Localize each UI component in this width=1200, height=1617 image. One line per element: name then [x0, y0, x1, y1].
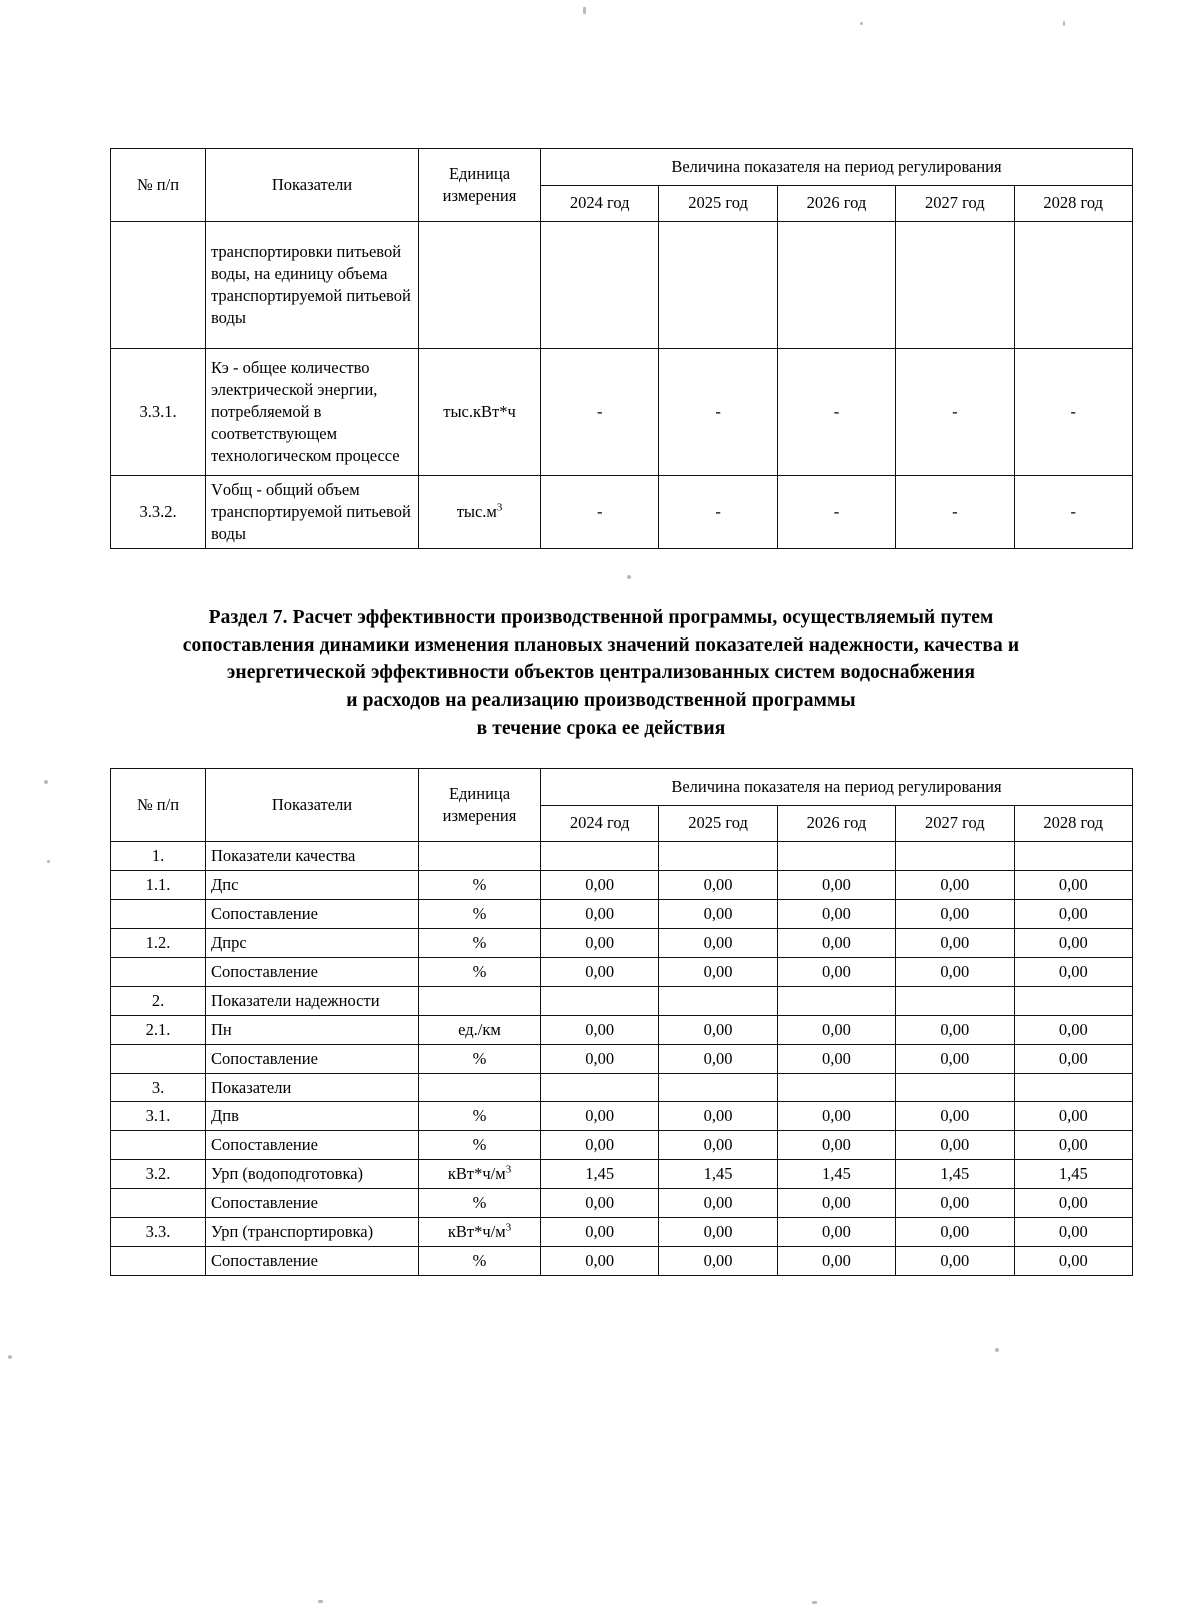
cell-unit-text: кВт*ч/м [447, 1222, 506, 1242]
cell-indicator: Дпв [206, 1102, 419, 1131]
cell-value-2027: 0,00 [896, 957, 1014, 986]
cell-unit-exponent: 3 [505, 1163, 512, 1176]
cell-unit-text: тыс.м [456, 501, 497, 521]
cell-value-2025: - [659, 476, 777, 549]
cell-unit: % [419, 899, 541, 928]
cell-number: 1. [111, 842, 206, 871]
scan-speckle [812, 1601, 817, 1604]
cell-unit: % [419, 1131, 541, 1160]
cell-number [111, 222, 206, 349]
scan-speckle [860, 22, 863, 25]
cell-value-2025: 0,00 [659, 1131, 777, 1160]
cell-value-2024: 0,00 [541, 1218, 659, 1247]
cell-number: 3.3.2. [111, 476, 206, 549]
cell-indicator: Vобщ - общий объем транспортируемой питьевой воды [206, 476, 419, 549]
cell-indicator: Показатели [206, 1073, 419, 1102]
cell-value-2025: 0,00 [659, 1102, 777, 1131]
cell-value-2024: 0,00 [541, 1247, 659, 1276]
cell-indicator: Сопоставление [206, 1189, 419, 1218]
cell-value-2024 [541, 842, 659, 871]
cell-value-2027 [896, 986, 1014, 1015]
table-row [111, 1102, 1133, 1131]
cell-value-2024: - [541, 349, 659, 476]
col-header-period-group: Величина показателя на период регулирования [541, 149, 1133, 186]
cell-value-2026: 0,00 [777, 1044, 895, 1073]
table-header [111, 149, 1133, 222]
cell-unit [419, 476, 541, 549]
cell-number [111, 1131, 206, 1160]
col-header-indicator: Показатели [206, 769, 419, 842]
cell-unit: тыс.кВт*ч [419, 349, 541, 476]
cell-value-2025: 0,00 [659, 1044, 777, 1073]
section-heading-line-2: сопоставления динамики изменения плановых значений показателей надежности, качества и [182, 634, 1020, 656]
cell-value-2024: 1,45 [541, 1160, 659, 1189]
col-header-unit-line2: измерения [442, 806, 517, 825]
cell-indicator: Дпс [206, 870, 419, 899]
cell-value-2028: - [1014, 349, 1132, 476]
scan-speckle [583, 7, 586, 14]
cell-value-2026: 0,00 [777, 1247, 895, 1276]
section-heading-line-4: и расходов на реализацию производственной программы [346, 690, 856, 712]
cell-value-2025: 0,00 [659, 1015, 777, 1044]
col-header-year-2024: 2024 год [541, 805, 659, 842]
col-header-year-2025: 2025 год [659, 805, 777, 842]
col-header-year-2025: 2025 год [659, 185, 777, 222]
cell-unit-exponent: 3 [496, 501, 503, 514]
col-header-year-2028: 2028 год [1014, 805, 1132, 842]
col-header-unit-line1: Единица [448, 784, 511, 804]
cell-value-2025 [659, 986, 777, 1015]
cell-value-2026: 1,45 [777, 1160, 895, 1189]
cell-value-2028 [1014, 842, 1132, 871]
cell-value-2027: 0,00 [896, 1247, 1014, 1276]
table-header [111, 769, 1133, 842]
cell-indicator: Кэ - общее количество электрической энергии, потребляемой в соответствующем технологическом процессе [206, 349, 419, 476]
cell-indicator: Урп (транспортировка) [206, 1218, 419, 1247]
cell-value-2027: 0,00 [896, 899, 1014, 928]
cell-value-2027 [896, 222, 1014, 349]
cell-value-2024: 0,00 [541, 1131, 659, 1160]
cell-value-2028: 0,00 [1014, 1247, 1132, 1276]
col-header-unit [419, 769, 541, 842]
cell-value-2027: 0,00 [896, 1015, 1014, 1044]
cell-unit [419, 986, 541, 1015]
cell-value-2025: 1,45 [659, 1160, 777, 1189]
cell-unit: % [419, 957, 541, 986]
cell-value-2024 [541, 222, 659, 349]
col-header-year-2027: 2027 год [896, 185, 1014, 222]
cell-value-2028: 0,00 [1014, 1102, 1132, 1131]
col-header-unit [419, 149, 541, 222]
cell-value-2026: 0,00 [777, 1218, 895, 1247]
cell-value-2024: 0,00 [541, 870, 659, 899]
cell-unit [419, 1073, 541, 1102]
cell-value-2024: 0,00 [541, 1015, 659, 1044]
cell-number: 3.1. [111, 1102, 206, 1131]
cell-value-2024 [541, 986, 659, 1015]
cell-value-2024: 0,00 [541, 899, 659, 928]
cell-indicator: Сопоставление [206, 899, 419, 928]
table-row [111, 1189, 1133, 1218]
table-row [111, 1015, 1133, 1044]
cell-number [111, 899, 206, 928]
col-header-year-2027: 2027 год [896, 805, 1014, 842]
cell-value-2027: 1,45 [896, 1160, 1014, 1189]
table-header-row-main [111, 769, 1133, 806]
cell-number: 3.3.1. [111, 349, 206, 476]
cell-value-2028: 0,00 [1014, 1131, 1132, 1160]
cell-number [111, 1189, 206, 1218]
table-row [111, 1160, 1133, 1189]
table-row [111, 476, 1133, 549]
cell-value-2024: 0,00 [541, 1044, 659, 1073]
section-heading-line-1: Раздел 7. Расчет эффективности производственной программы, осуществляемый путем [208, 607, 994, 628]
cell-unit-text: кВт*ч/м [447, 1164, 506, 1184]
cell-value-2024: 0,00 [541, 1189, 659, 1218]
cell-number: 1.2. [111, 928, 206, 957]
cell-number: 3. [111, 1073, 206, 1102]
cell-value-2027: - [896, 476, 1014, 549]
table-row [111, 1218, 1133, 1247]
col-header-indicator: Показатели [206, 149, 419, 222]
cell-value-2028: - [1014, 476, 1132, 549]
cell-value-2026 [777, 842, 895, 871]
table-row [111, 222, 1133, 349]
cell-unit-exponent: 3 [505, 1221, 512, 1234]
col-header-number: № п/п [111, 149, 206, 222]
cell-value-2024: 0,00 [541, 928, 659, 957]
table-row [111, 842, 1133, 871]
col-header-year-2024: 2024 год [541, 185, 659, 222]
cell-value-2028: 0,00 [1014, 899, 1132, 928]
cell-value-2026: - [777, 476, 895, 549]
col-header-year-2028: 2028 год [1014, 185, 1132, 222]
cell-value-2027: 0,00 [896, 1131, 1014, 1160]
cell-value-2027: 0,00 [896, 1102, 1014, 1131]
cell-indicator: Сопоставление [206, 1044, 419, 1073]
cell-number: 1.1. [111, 870, 206, 899]
cell-indicator: Показатели качества [206, 842, 419, 871]
col-header-number: № п/п [111, 769, 206, 842]
cell-value-2024: 0,00 [541, 957, 659, 986]
table-row [111, 1247, 1133, 1276]
cell-indicator: Дпрс [206, 928, 419, 957]
cell-unit: % [419, 1247, 541, 1276]
cell-indicator: Показатели надежности [206, 986, 419, 1015]
cell-number: 3.2. [111, 1160, 206, 1189]
cell-value-2024: 0,00 [541, 1102, 659, 1131]
scan-speckle [995, 1348, 999, 1352]
cell-value-2025 [659, 1073, 777, 1102]
cell-value-2027 [896, 1073, 1014, 1102]
table-row [111, 899, 1133, 928]
cell-number: 3.3. [111, 1218, 206, 1247]
cell-number [111, 1044, 206, 1073]
cell-value-2025: 0,00 [659, 1189, 777, 1218]
cell-unit [419, 1160, 541, 1189]
cell-value-2025 [659, 842, 777, 871]
section-heading [118, 604, 1084, 742]
cell-unit [419, 1218, 541, 1247]
cell-value-2027: 0,00 [896, 1189, 1014, 1218]
cell-value-2026 [777, 222, 895, 349]
cell-value-2027: 0,00 [896, 1218, 1014, 1247]
cell-value-2028 [1014, 986, 1132, 1015]
cell-indicator: Урп (водоподготовка) [206, 1160, 419, 1189]
cell-value-2025: 0,00 [659, 1218, 777, 1247]
cell-value-2025: 0,00 [659, 928, 777, 957]
efficiency-calculation-table [110, 768, 1133, 1276]
table-row [111, 349, 1133, 476]
table-row [111, 928, 1133, 957]
cell-value-2024 [541, 1073, 659, 1102]
cell-value-2025: 0,00 [659, 899, 777, 928]
cell-number [111, 1247, 206, 1276]
cell-value-2026: 0,00 [777, 928, 895, 957]
cell-number: 2. [111, 986, 206, 1015]
cell-unit: % [419, 870, 541, 899]
cell-value-2026: 0,00 [777, 1189, 895, 1218]
cell-unit: % [419, 1044, 541, 1073]
cell-indicator: Сопоставление [206, 1247, 419, 1276]
cell-number: 2.1. [111, 1015, 206, 1044]
table-header-row-main [111, 149, 1133, 186]
section-heading-line-5: в течение срока ее действия [476, 717, 726, 739]
scan-speckle [318, 1600, 323, 1603]
scan-speckle [47, 860, 50, 863]
cell-value-2026: 0,00 [777, 1131, 895, 1160]
cell-value-2028: 0,00 [1014, 1189, 1132, 1218]
cell-value-2026: 0,00 [777, 1102, 895, 1131]
cell-value-2027 [896, 842, 1014, 871]
col-header-year-2026: 2026 год [777, 185, 895, 222]
col-header-year-2026: 2026 год [777, 805, 895, 842]
cell-value-2026: 0,00 [777, 957, 895, 986]
cell-value-2028: 0,00 [1014, 1015, 1132, 1044]
table-body [111, 222, 1133, 549]
cell-indicator: Пн [206, 1015, 419, 1044]
cell-value-2028: 0,00 [1014, 928, 1132, 957]
cell-value-2024: - [541, 476, 659, 549]
cell-value-2028 [1014, 222, 1132, 349]
cell-value-2025 [659, 222, 777, 349]
table-row [111, 986, 1133, 1015]
cell-value-2026: 0,00 [777, 870, 895, 899]
cell-value-2026: - [777, 349, 895, 476]
col-header-unit-line1: Единица [448, 164, 511, 184]
table-row [111, 870, 1133, 899]
cell-unit: % [419, 1102, 541, 1131]
cell-unit: % [419, 928, 541, 957]
table-row [111, 1131, 1133, 1160]
cell-value-2028: 0,00 [1014, 1044, 1132, 1073]
col-header-period-group: Величина показателя на период регулирования [541, 769, 1133, 806]
cell-value-2025: 0,00 [659, 870, 777, 899]
cell-value-2026: 0,00 [777, 899, 895, 928]
cell-unit [419, 222, 541, 349]
cell-value-2026 [777, 986, 895, 1015]
cell-number [111, 957, 206, 986]
cell-value-2026: 0,00 [777, 1015, 895, 1044]
cell-indicator: транспортировки питьевой воды, на единицу объема транспортируемой питьевой воды [206, 222, 419, 349]
table-row [111, 1044, 1133, 1073]
cell-value-2027: - [896, 349, 1014, 476]
scan-speckle [627, 575, 631, 579]
cell-value-2028 [1014, 1073, 1132, 1102]
scan-speckle [1063, 21, 1065, 26]
cell-value-2028: 0,00 [1014, 1218, 1132, 1247]
cell-value-2028: 0,00 [1014, 870, 1132, 899]
section-heading-line-3: энергетической эффективности объектов централизованных систем водоснабжения [226, 662, 976, 684]
cell-value-2025: 0,00 [659, 957, 777, 986]
col-header-unit-line2: измерения [442, 186, 517, 205]
cell-value-2027: 0,00 [896, 928, 1014, 957]
table-row [111, 1073, 1133, 1102]
cell-value-2028: 1,45 [1014, 1160, 1132, 1189]
table-row [111, 957, 1133, 986]
cell-value-2025: 0,00 [659, 1247, 777, 1276]
cell-unit [419, 842, 541, 871]
scan-speckle [8, 1355, 12, 1359]
cell-value-2026 [777, 1073, 895, 1102]
cell-value-2025: - [659, 349, 777, 476]
cell-unit: ед./км [419, 1015, 541, 1044]
cell-indicator: Сопоставление [206, 1131, 419, 1160]
cell-value-2027: 0,00 [896, 1044, 1014, 1073]
cell-unit: % [419, 1189, 541, 1218]
indicators-table-continued [110, 148, 1133, 549]
cell-indicator: Сопоставление [206, 957, 419, 986]
cell-value-2028: 0,00 [1014, 957, 1132, 986]
scan-speckle [44, 780, 48, 784]
table-body [111, 842, 1133, 1276]
cell-value-2027: 0,00 [896, 870, 1014, 899]
